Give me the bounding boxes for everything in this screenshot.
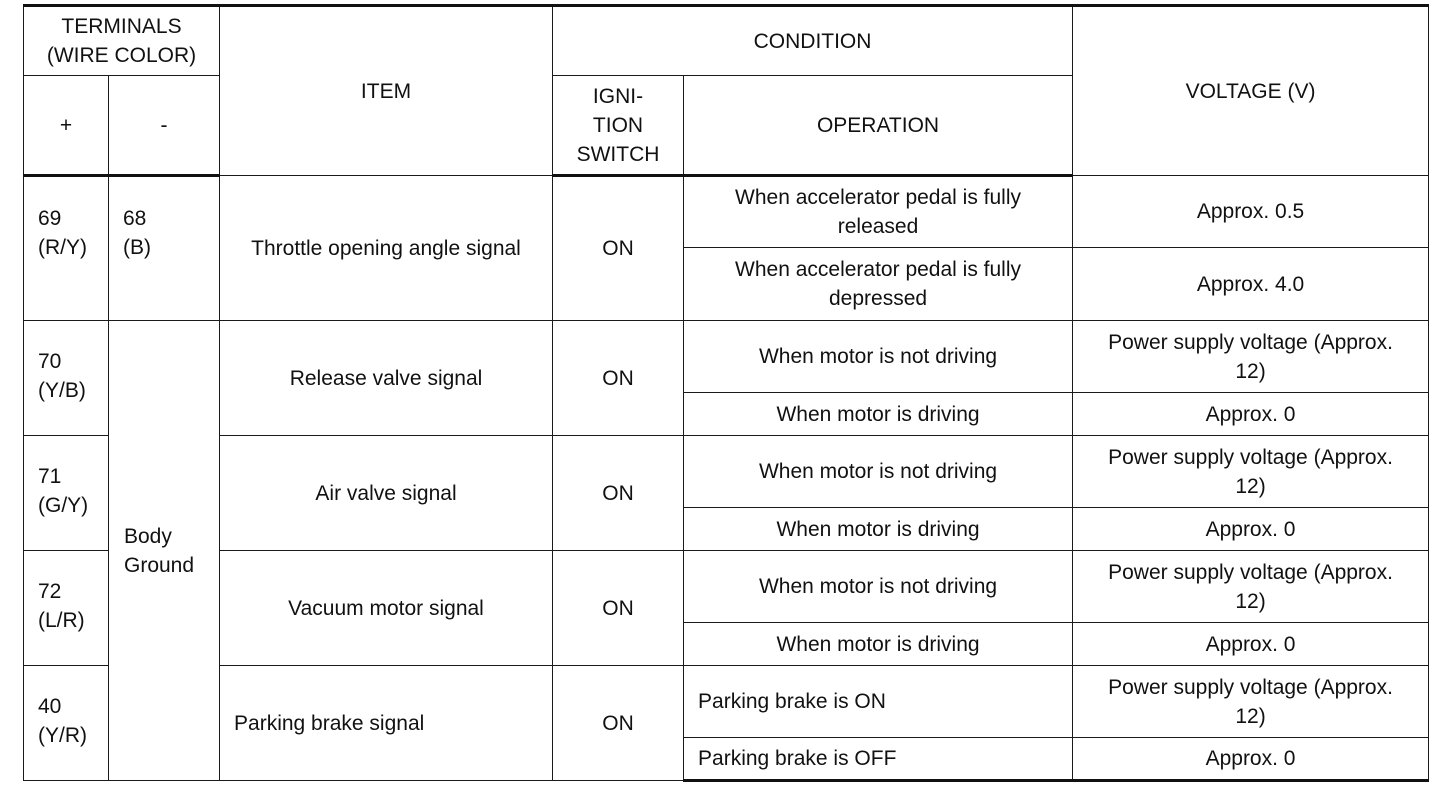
plus-terminal: 71 (G/Y) — [24, 436, 109, 551]
table-row — [24, 436, 1429, 508]
terminal-voltage-table — [23, 4, 1429, 782]
table-row — [24, 551, 1429, 623]
operation-cell: When accelerator pedal is fully depressed — [684, 248, 1073, 321]
operation-cell: When accelerator pedal is fully released — [684, 176, 1073, 248]
header-row-1 — [24, 6, 1429, 76]
ignition-cell: ON — [553, 436, 684, 551]
terminals-header: TERMINALS (WIRE COLOR) — [24, 6, 220, 76]
condition-header: CONDITION — [553, 6, 1073, 76]
item-cell: Throttle opening angle signal — [220, 176, 553, 321]
voltage-cell: Power supply voltage (Approx. 12) — [1073, 551, 1429, 623]
operation-cell: When motor is not driving — [684, 321, 1073, 393]
voltage-cell: Approx. 0 — [1073, 393, 1429, 436]
minus-terminal: 68 (B) — [109, 176, 220, 321]
table-row — [24, 321, 1429, 393]
ignition-cell: ON — [553, 176, 684, 321]
minus-header: - — [109, 76, 220, 176]
voltage-cell: Power supply voltage (Approx. 12) — [1073, 321, 1429, 393]
plus-terminal: 69 (R/Y) — [24, 176, 109, 321]
operation-cell: Parking brake is ON — [684, 666, 1073, 738]
plus-terminal: 70 (Y/B) — [24, 321, 109, 436]
operation-cell: When motor is driving — [684, 393, 1073, 436]
operation-cell: When motor is not driving — [684, 551, 1073, 623]
voltage-cell: Approx. 0 — [1073, 623, 1429, 666]
operation-cell: Parking brake is OFF — [684, 738, 1073, 781]
item-cell: Vacuum motor signal — [220, 551, 553, 666]
operation-header: OPERATION — [684, 76, 1073, 176]
plus-header: + — [24, 76, 109, 176]
voltage-cell: Power supply voltage (Approx. 12) — [1073, 666, 1429, 738]
ignition-cell: ON — [553, 551, 684, 666]
body-ground-cell: Body Ground — [109, 321, 220, 781]
voltage-cell: Approx. 4.0 — [1073, 248, 1429, 321]
voltage-cell: Power supply voltage (Approx. 12) — [1073, 436, 1429, 508]
ignition-cell: ON — [553, 666, 684, 781]
item-header: ITEM — [220, 6, 553, 176]
table-row — [24, 176, 1429, 248]
plus-terminal: 40 (Y/R) — [24, 666, 109, 781]
ignition-switch-header: IGNI- TION SWITCH — [553, 76, 684, 176]
voltage-cell: Approx. 0.5 — [1073, 176, 1429, 248]
ignition-cell: ON — [553, 321, 684, 436]
operation-cell: When motor is driving — [684, 508, 1073, 551]
item-cell: Release valve signal — [220, 321, 553, 436]
plus-terminal: 72 (L/R) — [24, 551, 109, 666]
voltage-cell: Approx. 0 — [1073, 738, 1429, 781]
operation-cell: When motor is not driving — [684, 436, 1073, 508]
voltage-cell: Approx. 0 — [1073, 508, 1429, 551]
item-cell: Air valve signal — [220, 436, 553, 551]
table-row — [24, 666, 1429, 738]
operation-cell: When motor is driving — [684, 623, 1073, 666]
item-cell: Parking brake signal — [220, 666, 553, 781]
voltage-header: VOLTAGE (V) — [1073, 6, 1429, 176]
